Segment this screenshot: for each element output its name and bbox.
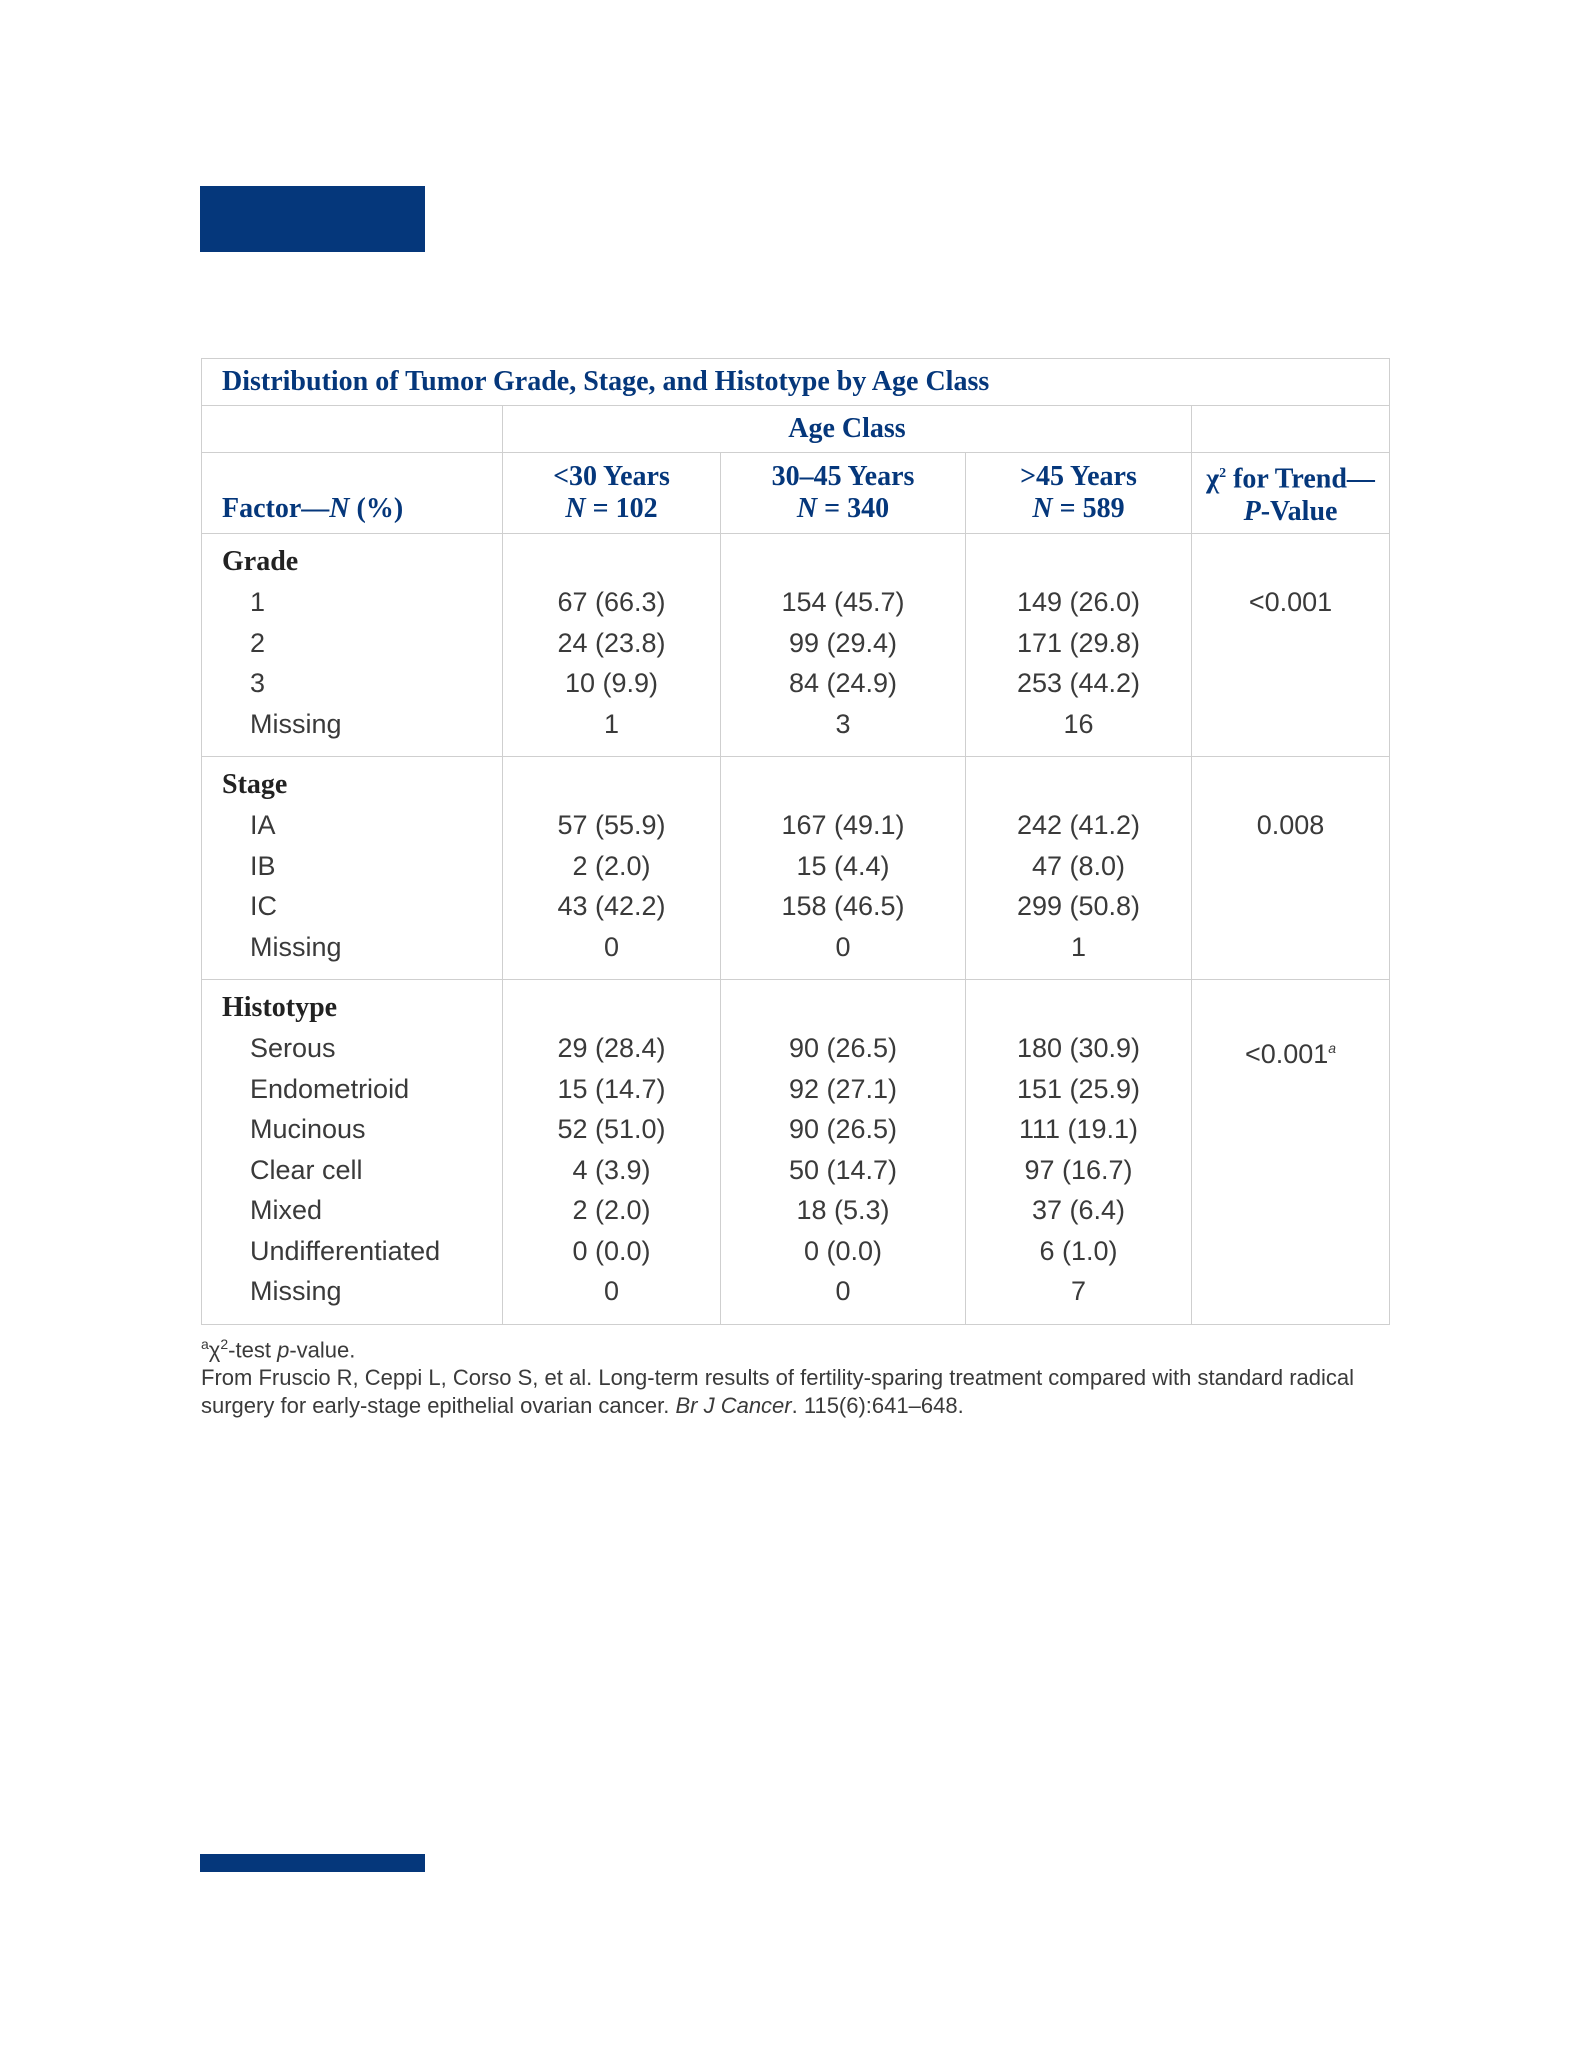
table-cell: 1 — [603, 708, 620, 739]
pvalue: <0.001 — [1248, 587, 1333, 617]
table-cell: 97 (16.7) — [1024, 1154, 1133, 1185]
table-cell: 111 (19.1) — [1018, 1114, 1139, 1144]
pvalue: <0.001$^a$ — [1244, 1039, 1337, 1069]
section-title: Histotype — [222, 992, 338, 1023]
column-header-30-45: 30–45 Years N = 340 — [721, 453, 966, 534]
table-cell: 10 (9.9) — [564, 668, 659, 698]
values-c3 — [966, 534, 1192, 757]
row-label: Clear cell — [250, 1154, 363, 1185]
pvalue-cell — [1192, 534, 1390, 757]
row-labels — [202, 757, 503, 980]
section-grade — [202, 534, 1390, 757]
footer-color-bar — [200, 1854, 425, 1872]
table-cell: 24 (23.8) — [557, 627, 666, 658]
table-cell: 0 — [603, 1276, 620, 1306]
table-cell: 92 (27.1) — [788, 1073, 898, 1104]
table-cell: 0 (0.0) — [803, 1235, 883, 1266]
section-title: Stage — [222, 769, 288, 800]
table-cell: 1 — [1070, 931, 1087, 962]
values-c2 — [721, 980, 966, 1325]
values-c3 — [966, 980, 1192, 1325]
row-label: Missing — [250, 1276, 342, 1306]
section-histotype — [202, 980, 1390, 1325]
row-label: Serous — [250, 1033, 336, 1063]
header-color-bar — [200, 186, 425, 252]
table-cell: 158 (46.5) — [781, 891, 905, 921]
row-label: 3 — [250, 668, 266, 698]
row-labels — [202, 980, 503, 1325]
row-label: Mixed — [250, 1195, 323, 1225]
row-label: 2 — [250, 627, 266, 658]
column-header-under-30: <30 Years N = 102 — [503, 453, 721, 534]
values-c3 — [966, 757, 1192, 980]
table-cell: 7 — [1070, 1276, 1087, 1306]
table-cell: 90 (26.5) — [788, 1033, 898, 1063]
pvalue-cell — [1192, 980, 1390, 1325]
values-c2 — [721, 757, 966, 980]
table-cell: 0 (0.0) — [572, 1235, 651, 1266]
section-stage — [202, 757, 1390, 980]
table-cell: 29 (28.4) — [557, 1033, 666, 1063]
table-cell: 154 (45.7) — [781, 587, 905, 617]
table-cell: 0 — [835, 1276, 851, 1306]
section-title: Grade — [222, 546, 299, 577]
row-label: Missing — [250, 708, 342, 739]
pvalue-footnote-mark: a — [1328, 1040, 1337, 1056]
row-label: IA — [250, 810, 276, 840]
row-labels — [202, 534, 503, 757]
factor-header: Factor—N (%) — [202, 453, 503, 534]
table-cell: 3 — [835, 708, 851, 739]
table-cell: 2 (2.0) — [572, 1195, 651, 1225]
column-header-pvalue: $\chi^2$ for Trend— P-Value — [1192, 453, 1390, 534]
row-label: IB — [250, 850, 276, 881]
values-c1 — [503, 534, 721, 757]
table-cell: 90 (26.5) — [788, 1114, 898, 1144]
table-title: Distribution of Tumor Grade, Stage, and Histotype by Age Class — [202, 359, 1390, 406]
table-cell: 15 (14.7) — [557, 1073, 666, 1104]
table-cell: 299 (50.8) — [1016, 891, 1141, 921]
values-c2 — [721, 534, 966, 757]
table-cell: 47 (8.0) — [1031, 850, 1126, 881]
table-cell: 0 — [835, 931, 851, 962]
table-cell: 180 (30.9) — [1016, 1033, 1141, 1063]
table-cell: 43 (42.2) — [557, 891, 666, 921]
table-cell: 6 (1.0) — [1039, 1235, 1118, 1266]
table-cell: 171 (29.8) — [1016, 627, 1141, 658]
table-cell: 0 — [603, 931, 620, 962]
table-cell: 242 (41.2) — [1016, 810, 1141, 840]
table-cell: 67 (66.3) — [557, 587, 666, 617]
table-cell: 4 (3.9) — [572, 1154, 651, 1185]
row-label: Mucinous — [250, 1114, 366, 1144]
table-cell: 149 (26.0) — [1016, 587, 1141, 617]
pvalue-cell — [1192, 757, 1390, 980]
source-citation: From Fruscio R, Ceppi L, Corso S, et al. Long-term results of fertility-sparing treatment compared with standard radical surgery for early-stage epithelial ovarian cancer. Br J Cancer. 115(6):641–648. — [201, 1365, 1355, 1419]
table-cell: 99 (29.4) — [788, 627, 898, 658]
table-cell: 37 (6.4) — [1031, 1195, 1126, 1225]
row-label: IC — [250, 891, 277, 921]
table-cell: 84 (24.9) — [788, 668, 898, 698]
table-cell: 16 — [1063, 708, 1094, 739]
row-label: Endometrioid — [250, 1073, 410, 1104]
row-label: 1 — [250, 587, 266, 617]
data-table — [201, 358, 1390, 1325]
table-cell: 2 (2.0) — [572, 850, 651, 881]
table-cell: 167 (49.1) — [781, 810, 905, 840]
table-cell: 151 (25.9) — [1016, 1073, 1141, 1104]
row-label: Missing — [250, 931, 342, 962]
column-header-over-45: >45 Years N = 589 — [966, 453, 1192, 534]
table-cell: 18 (5.3) — [796, 1195, 890, 1225]
table-cell: 50 (14.7) — [788, 1154, 898, 1185]
values-c1 — [503, 980, 721, 1325]
table-cell: 253 (44.2) — [1016, 668, 1141, 698]
table-cell: 15 (4.4) — [796, 850, 890, 881]
table-footnotes — [201, 1330, 1401, 1420]
table-cell: 57 (55.9) — [557, 810, 666, 840]
age-class-header: Age Class — [503, 406, 1192, 453]
values-c1 — [503, 757, 721, 980]
row-label: Undifferentiated — [250, 1235, 441, 1266]
pvalue: 0.008 — [1256, 810, 1325, 840]
footnote-chi-test: $^a\chi^2$-test p-value. — [201, 1336, 356, 1363]
table-cell: 52 (51.0) — [557, 1114, 666, 1144]
